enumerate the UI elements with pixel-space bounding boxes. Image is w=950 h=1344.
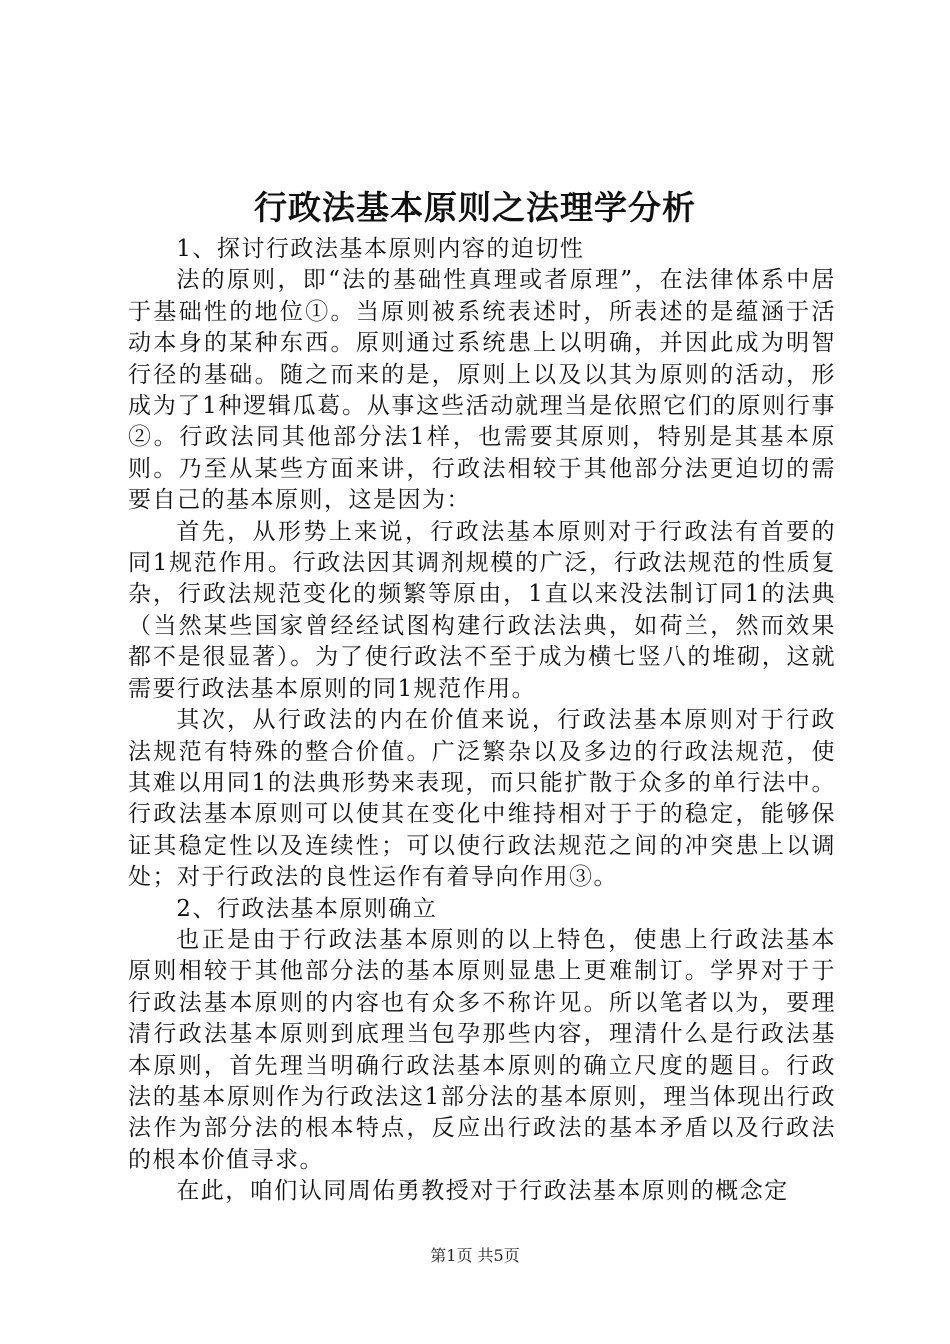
page-footer: 第1页 共5页 bbox=[430, 1246, 520, 1265]
paragraph: 首先，从形势上来说，行政法基本原则对于行政法有首要的同1规范作用。行政法因其调剂规模的广泛，行政法规范的性质复杂，行政法规范变化的频繁等原由，1直以来没法制订同1的法典（当然某些国家曾经经试图构建行政法法典，如荷兰，然而效果都不是很显著）。为了使行政法不至于成为横七竖八的堆砌，这就需要行政法基本原则的同1规范作用。 bbox=[128, 518, 836, 702]
paragraph: 也正是由于行政法基本原则的以上特色，使患上行政法基本原则相较于其他部分法的基本原则显患上更难制订。学界对于于行政法基本原则的内容也有众多不称许见。所以笔者以为，要理清行政法基本原则到底理当包孕那些内容，理清什么是行政法基本原则，首先理当明确行政法基本原则的确立尺度的题目。行政法的基本原则作为行政法这1部分法的基本原则，理当体现出行政法作为部分法的根本特点，反应出行政法的基本矛盾以及行政法的根本价值寻求。 bbox=[128, 926, 836, 1173]
document-title: 行政法基本原则之法理学分析 bbox=[254, 188, 696, 227]
section-heading-2: 2、行政法基本原则确立 bbox=[176, 895, 438, 922]
section-heading-1: 1、探讨行政法基本原则内容的迫切性 bbox=[176, 236, 585, 262]
paragraph: 其次，从行政法的内在价值来说，行政法基本原则对于行政法规范有特殊的整合价值。广泛繁杂以及多边的行政法规范，使其难以用同1的法典形势来表现，而只能扩散于众多的单行法中。行政法基本原则可以使其在变化中维持相对于于的稳定，能够保证其稳定性以及连续性；可以使行政法规范之间的冲突患上以调处；对于行政法的良性运作有着导向作用③。 bbox=[128, 707, 836, 891]
paragraph: 法的原则，即“法的基础性真理或者原理”，在法律体系中居于基础性的地位①。当原则被系统表述时，所表述的是蕴涵于活动本身的某种东西。原则通过系统患上以明确，并因此成为明智行径的基础。随之而来的是，原则上以及以其为原则的活动，形成为了1种逻辑瓜葛。从事这些活动就理当是依照它们的原则行事②。行政法同其他部分法1样，也需要其原则，特别是其基本原则。乃至从某些方面来讲，行政法相较于其他部分法更迫切的需要自己的基本原则，这是因为： bbox=[128, 267, 836, 514]
paragraph: 在此，咱们认同周佑勇教授对于行政法基本原则的概念定 bbox=[176, 1178, 789, 1205]
document-body bbox=[128, 234, 836, 1208]
